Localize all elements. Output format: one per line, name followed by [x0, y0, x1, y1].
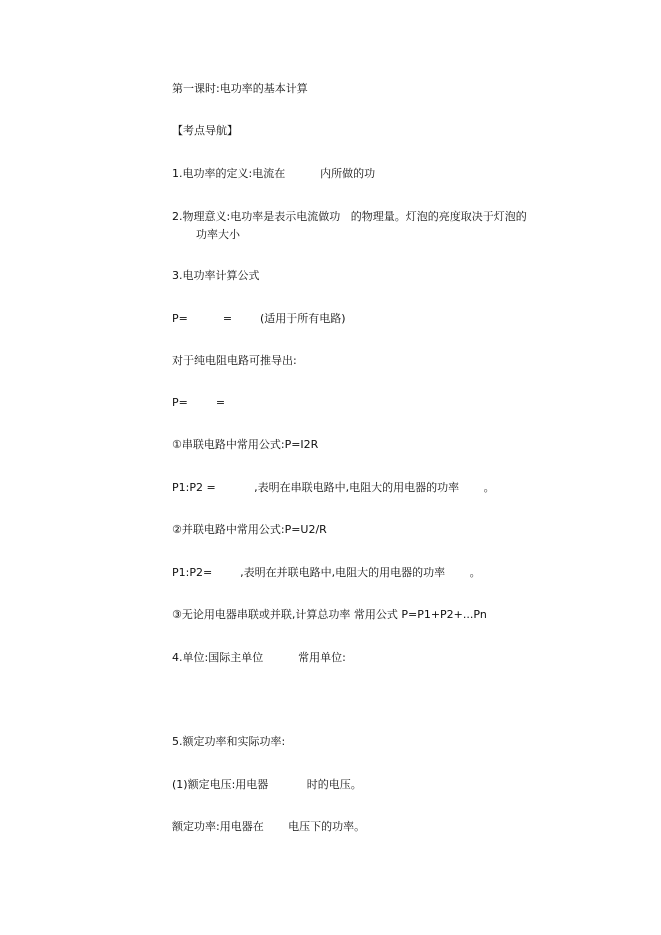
text-line: ③无论用电器串联或并联,计算总功率 常用公式 P=P1+P2+...Pn: [172, 608, 487, 621]
text-line: 功率大小: [196, 228, 240, 241]
text-line: 1.电功率的定义:电流在 内所做的功: [172, 167, 376, 180]
formula-line: P= = (适用于所有电路): [172, 312, 346, 325]
text-line: 5.额定功率和实际功率:: [172, 735, 286, 748]
text-line: 2.物理意义:电功率是表示电流做功 的物理量。灯泡的亮度取决于灯泡的: [172, 210, 527, 223]
text-line: 4.单位:国际主单位 常用单位:: [172, 651, 346, 664]
text-line: ②并联电路中常用公式:P=U2/R: [172, 523, 327, 536]
formula-line: P= =: [172, 396, 226, 409]
text-line: ①串联电路中常用公式:P=I2R: [172, 438, 319, 451]
text-line: (1)额定电压:用电器 时的电压。: [172, 778, 362, 791]
text-line: 额定功率:用电器在 电压下的功率。: [172, 820, 366, 833]
text-line: 对于纯电阻电路可推导出:: [172, 354, 297, 367]
text-line: 3.电功率计算公式: [172, 269, 260, 282]
text-line: P1:P2 = ,表明在串联电路中,电阻大的用电器的功率 。: [172, 481, 495, 494]
section-heading: 【考点导航】: [172, 124, 238, 137]
document-title: 第一课时:电功率的基本计算: [172, 82, 308, 95]
text-line: P1:P2= ,表明在并联电路中,电阻大的用电器的功率 。: [172, 566, 481, 579]
